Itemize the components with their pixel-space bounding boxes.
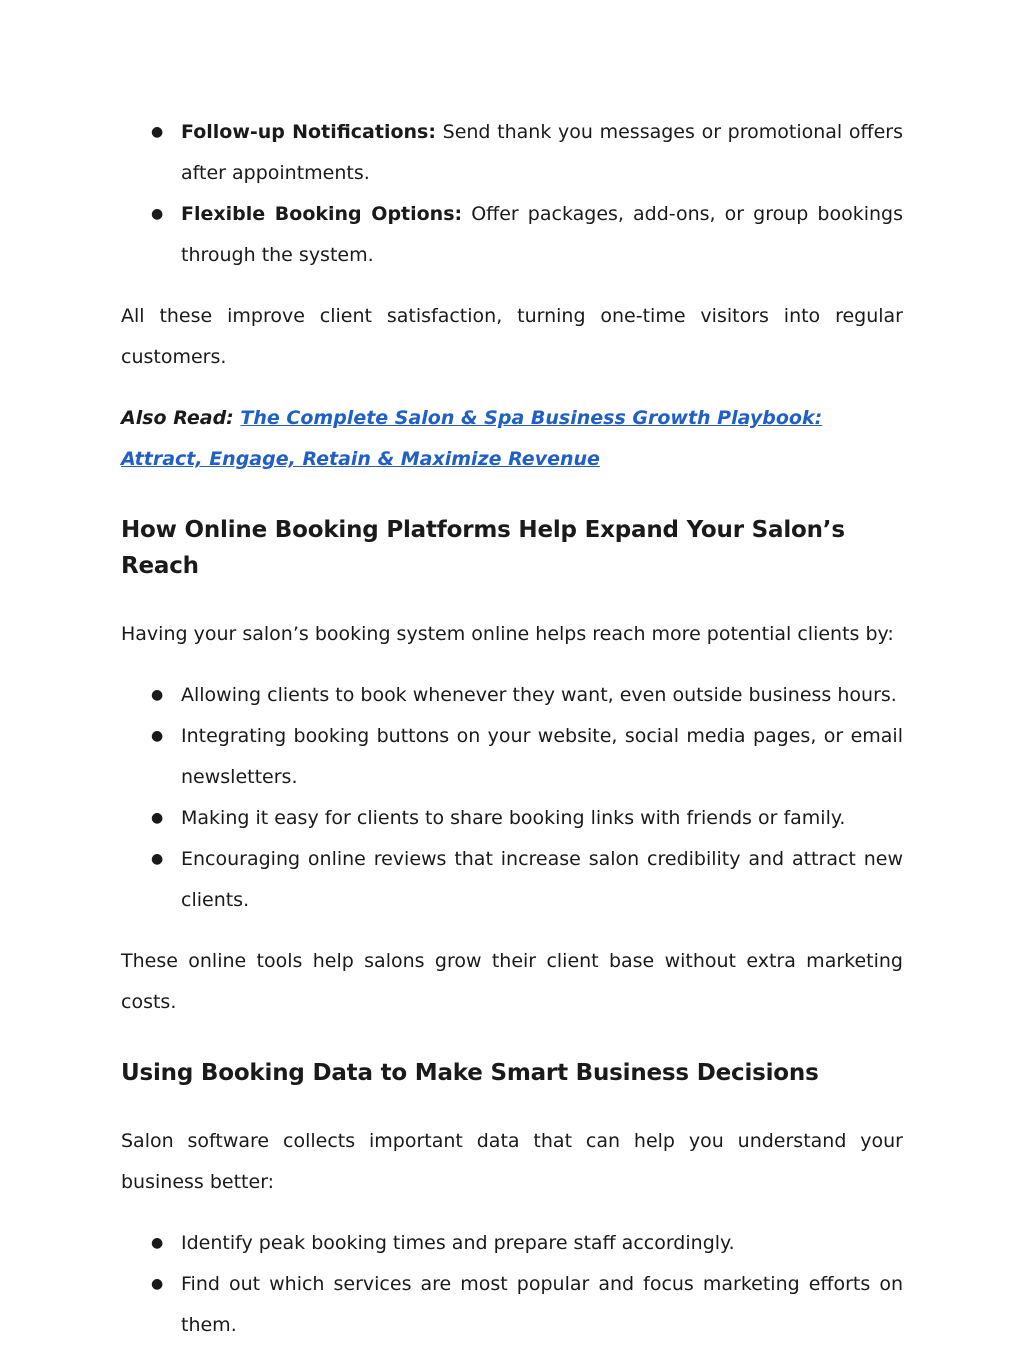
satisfaction-paragraph: All these improve client satisfaction, turning one-time visitors into regular customers.: [121, 305, 903, 368]
bullet-icon: ●: [151, 206, 164, 222]
bullet-icon: ●: [151, 687, 164, 703]
list-item: [121, 716, 903, 798]
list-item-text: Encouraging online reviews that increase salon credibility and attract new clients.: [181, 848, 903, 911]
bullet-icon: ●: [151, 1276, 164, 1292]
bullet-icon: ●: [151, 851, 164, 867]
bullet-icon: ●: [151, 124, 164, 140]
list-item-text: Integrating booking buttons on your website, social media pages, or email newsletters.: [181, 725, 903, 788]
list-item: [121, 675, 903, 716]
list-item-text: Allowing clients to book whenever they want, even outside business hours.: [181, 684, 897, 706]
also-read-label: Also Read:: [121, 407, 234, 429]
data-bullet-list: [121, 1223, 903, 1346]
list-item-text: Making it easy for clients to share booking links with friends or family.: [181, 807, 846, 829]
list-item: [121, 1223, 903, 1264]
list-item-title: Follow-up Notifications:: [181, 121, 436, 143]
list-item-text: Offer packages, add-ons, or group bookings through the system.: [181, 203, 903, 266]
bullet-icon: ●: [151, 810, 164, 826]
bullet-icon: ●: [151, 728, 164, 744]
list-item: [121, 194, 903, 276]
document-page: [121, 112, 903, 1346]
reach-intro-paragraph: Having your salon’s booking system online helps reach more potential clients by:: [121, 623, 894, 645]
also-read-link[interactable]: The Complete Salon & Spa Business Growth Playbook: Attract, Engage, Retain & Maximize Revenue: [121, 407, 823, 470]
feature-bullet-list: [121, 112, 903, 276]
also-read: [121, 398, 903, 480]
list-item: [121, 798, 903, 839]
list-item-title: Flexible Booking Options:: [181, 203, 463, 225]
section-heading-data: Using Booking Data to Make Smart Business Decisions: [121, 1060, 819, 1086]
list-item-text: Send thank you messages or promotional offers after appointments.: [181, 121, 903, 184]
list-item-text: Identify peak booking times and prepare staff accordingly.: [181, 1232, 735, 1254]
data-intro-paragraph: Salon software collects important data that can help you understand your business better:: [121, 1130, 903, 1193]
list-item-text: Find out which services are most popular and focus marketing efforts on them.: [181, 1273, 903, 1336]
section-heading-reach: How Online Booking Platforms Help Expand Your Salon’s Reach: [121, 517, 845, 579]
list-item: [121, 1264, 903, 1346]
bullet-icon: ●: [151, 1235, 164, 1251]
list-item: [121, 112, 903, 194]
list-item: [121, 839, 903, 921]
reach-closing-paragraph: These online tools help salons grow their client base without extra marketing costs.: [121, 950, 903, 1013]
reach-bullet-list: [121, 675, 903, 921]
